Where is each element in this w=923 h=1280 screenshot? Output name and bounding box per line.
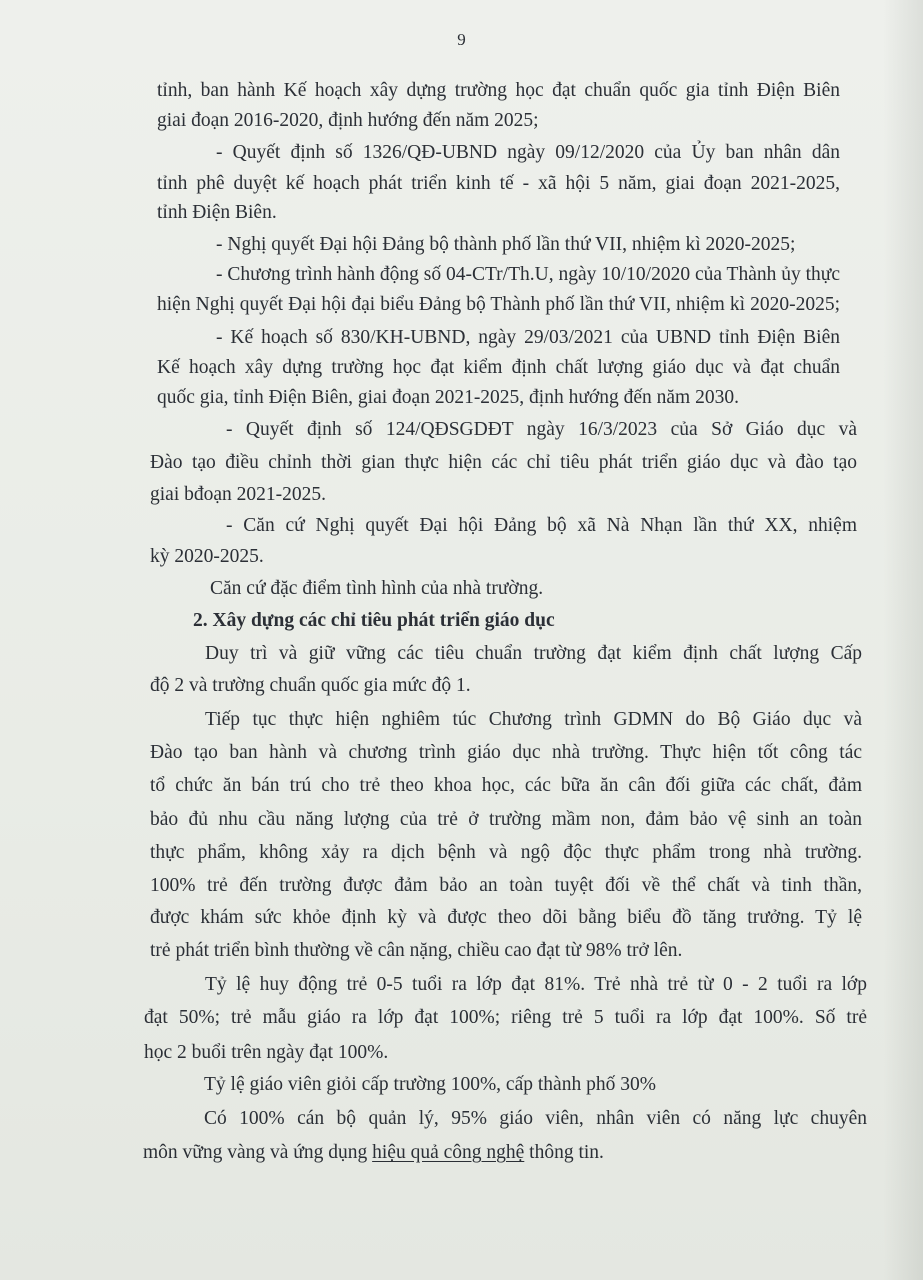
text-line: tỉnh Điện Biên. — [157, 202, 277, 223]
underlined-text: hiệu quả công nghệ — [372, 1142, 525, 1163]
text-line: thực phẩm, không xảy ra dịch bệnh và ngộ độc thực phẩm trong nhà trường. — [150, 842, 862, 863]
text-line: quốc gia, tỉnh Điện Biên, giai đoạn 2021-2025, định hướng đến năm 2030. — [157, 387, 739, 408]
text-line: - Kế hoạch số 830/KH-UBND, ngày 29/03/2021 của UBND tỉnh Điện Biên — [216, 327, 840, 348]
text-line: đạt 50%; trẻ mẫu giáo ra lớp đạt 100%; riêng trẻ 5 tuổi ra lớp đạt 100%. Số trẻ — [144, 1007, 867, 1028]
text-line: hiện Nghị quyết Đại hội đại biểu Đảng bộ Thành phố lần thứ VII, nhiệm kì 2020-2025; — [157, 294, 840, 315]
text-line: - Quyết định số 1326/QĐ-UBND ngày 09/12/2020 của Ủy ban nhân dân — [216, 142, 840, 163]
text-line: giai bđoạn 2021-2025. — [150, 484, 327, 505]
text-line: Tỷ lệ huy động trẻ 0-5 tuổi ra lớp đạt 81%. Trẻ nhà trẻ từ 0 - 2 tuổi ra lớp — [205, 974, 867, 995]
text-line: học 2 buổi trên ngày đạt 100%. — [144, 1042, 389, 1063]
text-line: Đào tạo ban hành và chương trình giáo dục nhà trường. Thực hiện tốt công tác — [150, 742, 862, 763]
text-line: Tiếp tục thực hiện nghiêm túc Chương trình GDMN do Bộ Giáo dục và — [205, 709, 862, 730]
text-line: 100% trẻ đến trường được đảm bảo an toàn tuyệt đối về thể chất và tinh thần, — [150, 875, 862, 896]
text-line: tỉnh, ban hành Kế hoạch xây dựng trường học đạt chuẩn quốc gia tỉnh Điện Biên — [157, 80, 840, 101]
text-line: - Nghị quyết Đại hội Đảng bộ thành phố lần thứ VII, nhiệm kì 2020-2025; — [216, 234, 796, 255]
text-line: giai đoạn 2016-2020, định hướng đến năm 2025; — [157, 110, 539, 131]
text-line: Kế hoạch xây dựng trường học đạt kiểm định chất lượng giáo dục và đạt chuẩn — [157, 357, 840, 378]
text-line: Căn cứ đặc điểm tình hình của nhà trường. — [210, 578, 544, 599]
text-line: bảo đủ nhu cầu năng lượng của trẻ ở trường mầm non, đảm bảo vệ sinh an toàn — [150, 809, 862, 830]
text-line: độ 2 và trường chuẩn quốc gia mức độ 1. — [150, 675, 471, 696]
text-line: trẻ phát triển bình thường về cân nặng, chiều cao đạt từ 98% trở lên. — [150, 940, 683, 961]
text-fragment: môn vững vàng và ứng dụng — [143, 1142, 373, 1163]
text-line: được khám sức khỏe định kỳ và được theo dõi bằng biểu đồ tăng trưởng. Tỷ lệ — [150, 907, 862, 928]
text-line: kỳ 2020-2025. — [150, 546, 264, 567]
text-line: - Quyết định số 124/QĐSGDĐT ngày 16/3/2023 của Sở Giáo dục và — [226, 419, 857, 440]
text-line: Tỷ lệ giáo viên giỏi cấp trường 100%, cấp thành phố 30% — [204, 1074, 656, 1095]
text-line: - Chương trình hành động số 04-CTr/Th.U, ngày 10/10/2020 của Thành ủy thực — [216, 264, 840, 285]
section-heading: 2. Xây dựng các chỉ tiêu phát triển giáo dục — [193, 610, 555, 631]
text-line: tỉnh phê duyệt kế hoạch phát triển kinh tế - xã hội 5 năm, giai đoạn 2021-2025, — [157, 173, 840, 194]
text-line: tổ chức ăn bán trú cho trẻ theo khoa học, các bữa ăn cân đối giữa các chất, đảm — [150, 775, 862, 796]
page-number: 9 — [457, 30, 466, 49]
text-line: Có 100% cán bộ quản lý, 95% giáo viên, nhân viên có năng lực chuyên — [204, 1108, 867, 1129]
text-line — [143, 1140, 867, 1166]
text-line: Duy trì và giữ vững các tiêu chuẩn trường đạt kiểm định chất lượng Cấp — [205, 643, 862, 664]
text-line: Đào tạo điều chỉnh thời gian thực hiện các chỉ tiêu phát triển giáo dục và đào tạo — [150, 452, 857, 473]
text-fragment: thông tin. — [524, 1142, 604, 1163]
text-line: - Căn cứ Nghị quyết Đại hội Đảng bộ xã Nà Nhạn lần thứ XX, nhiệm — [226, 515, 857, 536]
